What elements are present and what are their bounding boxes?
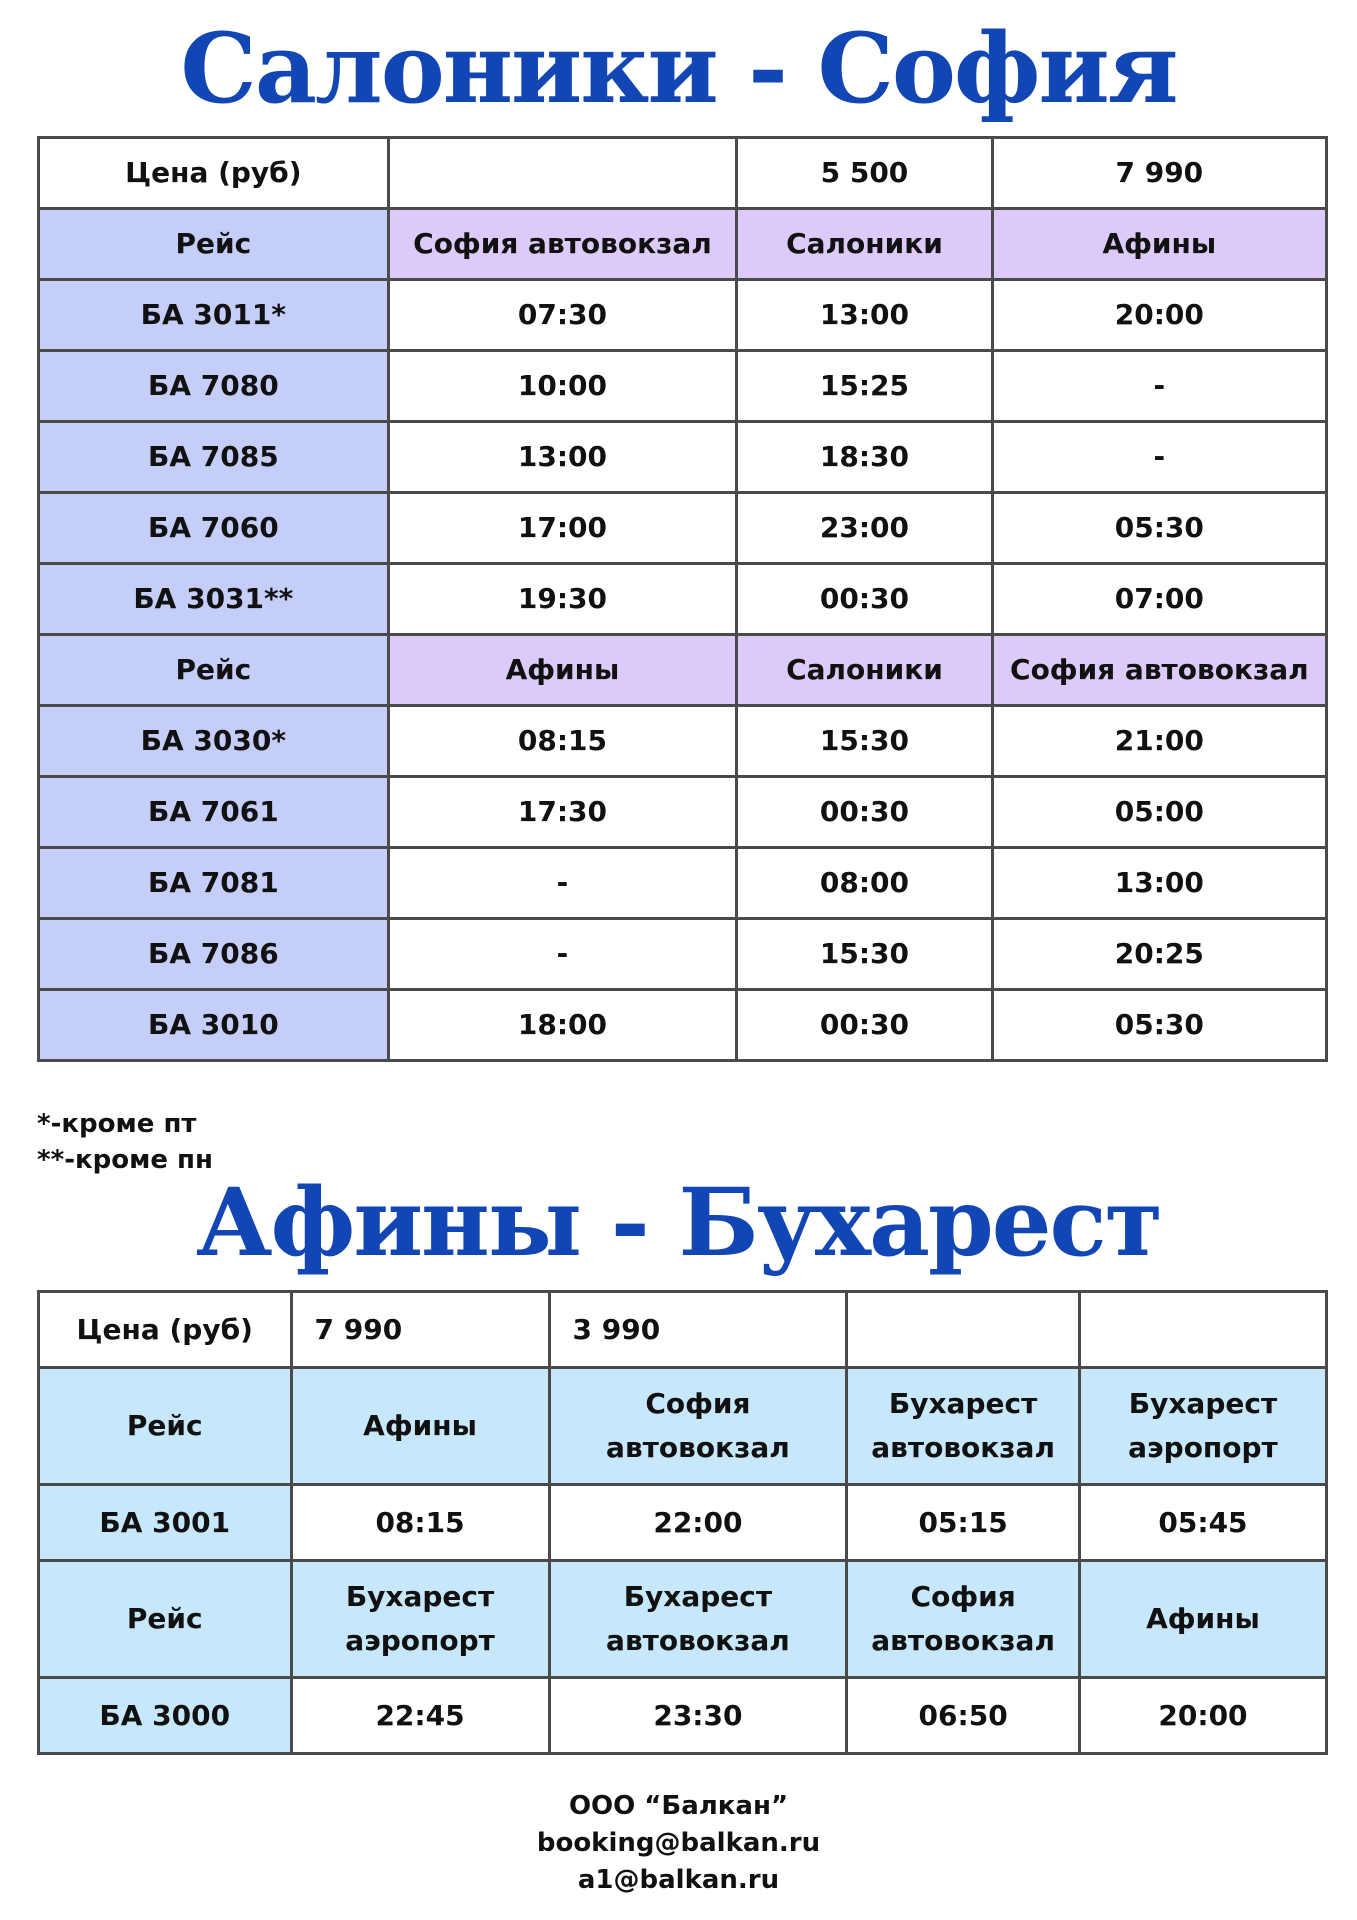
time-cell: 20:00 [992, 280, 1326, 351]
schedule-table-saloniki-sofia [37, 136, 1328, 1062]
time-cell: 17:00 [388, 493, 737, 564]
flight-number: БА 7080 [39, 351, 389, 422]
time-cell: 07:30 [388, 280, 737, 351]
price-row [39, 1292, 1327, 1368]
time-cell: 19:30 [388, 564, 737, 635]
time-cell: 08:00 [737, 848, 992, 919]
table-row [39, 564, 1327, 635]
time-cell: 05:30 [992, 990, 1326, 1061]
flight-number: БА 7086 [39, 919, 389, 990]
time-cell: 00:30 [737, 777, 992, 848]
page-title-saloniki-sofia: Салоники - София [180, 12, 1177, 125]
price-label: Цена (руб) [39, 1292, 292, 1368]
stop-header-line: Бухарест [888, 1387, 1038, 1420]
stop-header: Салоники [737, 209, 992, 280]
stop-header-line: автовокзал [606, 1624, 790, 1657]
stop-header: Афины [992, 209, 1326, 280]
stop-header [291, 1368, 549, 1485]
flight-column-header: Рейс [39, 1368, 292, 1485]
price-cell: 7 990 [291, 1292, 549, 1368]
stop-header-line: Бухарест [623, 1580, 773, 1613]
stop-header: София автовокзал [992, 635, 1326, 706]
table-row [39, 351, 1327, 422]
time-cell: 17:30 [388, 777, 737, 848]
stop-header-line: Афины [363, 1409, 477, 1442]
stop-header-line: Бухарест [1128, 1387, 1278, 1420]
flight-number: БА 3030* [39, 706, 389, 777]
stop-header-line: автовокзал [871, 1624, 1055, 1657]
time-cell: 22:45 [291, 1678, 549, 1754]
stop-header [847, 1368, 1080, 1485]
stop-header-line: автовокзал [871, 1431, 1055, 1464]
time-cell: - [992, 351, 1326, 422]
flight-column-header: Рейс [39, 635, 389, 706]
table-row [39, 422, 1327, 493]
stop-header [291, 1561, 549, 1678]
time-cell: 05:00 [992, 777, 1326, 848]
flight-column-header: Рейс [39, 209, 389, 280]
time-cell: 08:15 [291, 1485, 549, 1561]
time-cell: 07:00 [992, 564, 1326, 635]
stop-header [549, 1561, 847, 1678]
time-cell: 20:00 [1079, 1678, 1326, 1754]
stop-header [1079, 1561, 1326, 1678]
flight-number: БА 7060 [39, 493, 389, 564]
page-title-athens-bucharest: Афины - Бухарест [195, 1168, 1161, 1278]
time-cell: 21:00 [992, 706, 1326, 777]
time-cell: 15:25 [737, 351, 992, 422]
company-name: ООО “Балкан” [568, 1791, 789, 1821]
table-row [39, 848, 1327, 919]
flight-number: БА 3011* [39, 280, 389, 351]
stop-header: Салоники [737, 635, 992, 706]
time-cell: 06:50 [847, 1678, 1080, 1754]
stop-header [1079, 1368, 1326, 1485]
flight-number: БА 7085 [39, 422, 389, 493]
route-header-row [39, 1368, 1327, 1485]
time-cell: 18:30 [737, 422, 992, 493]
stop-header-line: аэропорт [1128, 1431, 1278, 1464]
flight-number: БА 3001 [39, 1485, 292, 1561]
table-row [39, 777, 1327, 848]
stop-header-line: София [645, 1387, 751, 1420]
price-cell [847, 1292, 1080, 1368]
table-row [39, 990, 1327, 1061]
price-cell [1079, 1292, 1326, 1368]
time-cell: 00:30 [737, 990, 992, 1061]
flight-number: БА 7061 [39, 777, 389, 848]
stop-header-line: София [910, 1580, 1016, 1613]
stop-header [549, 1368, 847, 1485]
time-cell: - [992, 422, 1326, 493]
flight-number: БА 3031** [39, 564, 389, 635]
stop-header-line: автовокзал [606, 1431, 790, 1464]
email-link[interactable]: booking@balkan.ru [536, 1828, 821, 1858]
price-cell: 5 500 [737, 138, 992, 209]
table-row [39, 706, 1327, 777]
route-header-row [39, 1561, 1327, 1678]
flight-number: БА 7081 [39, 848, 389, 919]
time-cell: 00:30 [737, 564, 992, 635]
contacts-footer [0, 1788, 1357, 1899]
time-cell: 18:00 [388, 990, 737, 1061]
time-cell: 20:25 [992, 919, 1326, 990]
stop-header-line: Афины [1146, 1602, 1260, 1635]
time-cell: 13:00 [388, 422, 737, 493]
time-cell: 23:00 [737, 493, 992, 564]
time-cell: 05:45 [1079, 1485, 1326, 1561]
route-header-row [39, 209, 1327, 280]
footnote: *-кроме пт [37, 1109, 197, 1139]
flight-number: БА 3010 [39, 990, 389, 1061]
stop-header: София автовокзал [388, 209, 737, 280]
time-cell: - [388, 919, 737, 990]
time-cell: 15:30 [737, 919, 992, 990]
table-row [39, 1485, 1327, 1561]
time-cell: 23:30 [549, 1678, 847, 1754]
price-cell: 3 990 [549, 1292, 847, 1368]
stop-header: Афины [388, 635, 737, 706]
time-cell: 13:00 [737, 280, 992, 351]
price-cell [388, 138, 737, 209]
table-row [39, 493, 1327, 564]
schedule-table-athens-bucharest [37, 1290, 1328, 1755]
email-link[interactable]: a1@balkan.ru [577, 1865, 780, 1895]
price-cell: 7 990 [992, 138, 1326, 209]
stop-header [847, 1561, 1080, 1678]
time-cell: 22:00 [549, 1485, 847, 1561]
price-label: Цена (руб) [39, 138, 389, 209]
stop-header-line: аэропорт [345, 1624, 495, 1657]
time-cell: 05:15 [847, 1485, 1080, 1561]
table-row [39, 919, 1327, 990]
time-cell: 05:30 [992, 493, 1326, 564]
table-row [39, 280, 1327, 351]
route-header-row [39, 635, 1327, 706]
flight-number: БА 3000 [39, 1678, 292, 1754]
price-row [39, 138, 1327, 209]
time-cell: 13:00 [992, 848, 1326, 919]
footnote: **-кроме пн [37, 1145, 213, 1175]
stop-header-line: Бухарест [345, 1580, 495, 1613]
time-cell: 10:00 [388, 351, 737, 422]
time-cell: 08:15 [388, 706, 737, 777]
table-row [39, 1678, 1327, 1754]
time-cell: - [388, 848, 737, 919]
flight-column-header: Рейс [39, 1561, 292, 1678]
time-cell: 15:30 [737, 706, 992, 777]
